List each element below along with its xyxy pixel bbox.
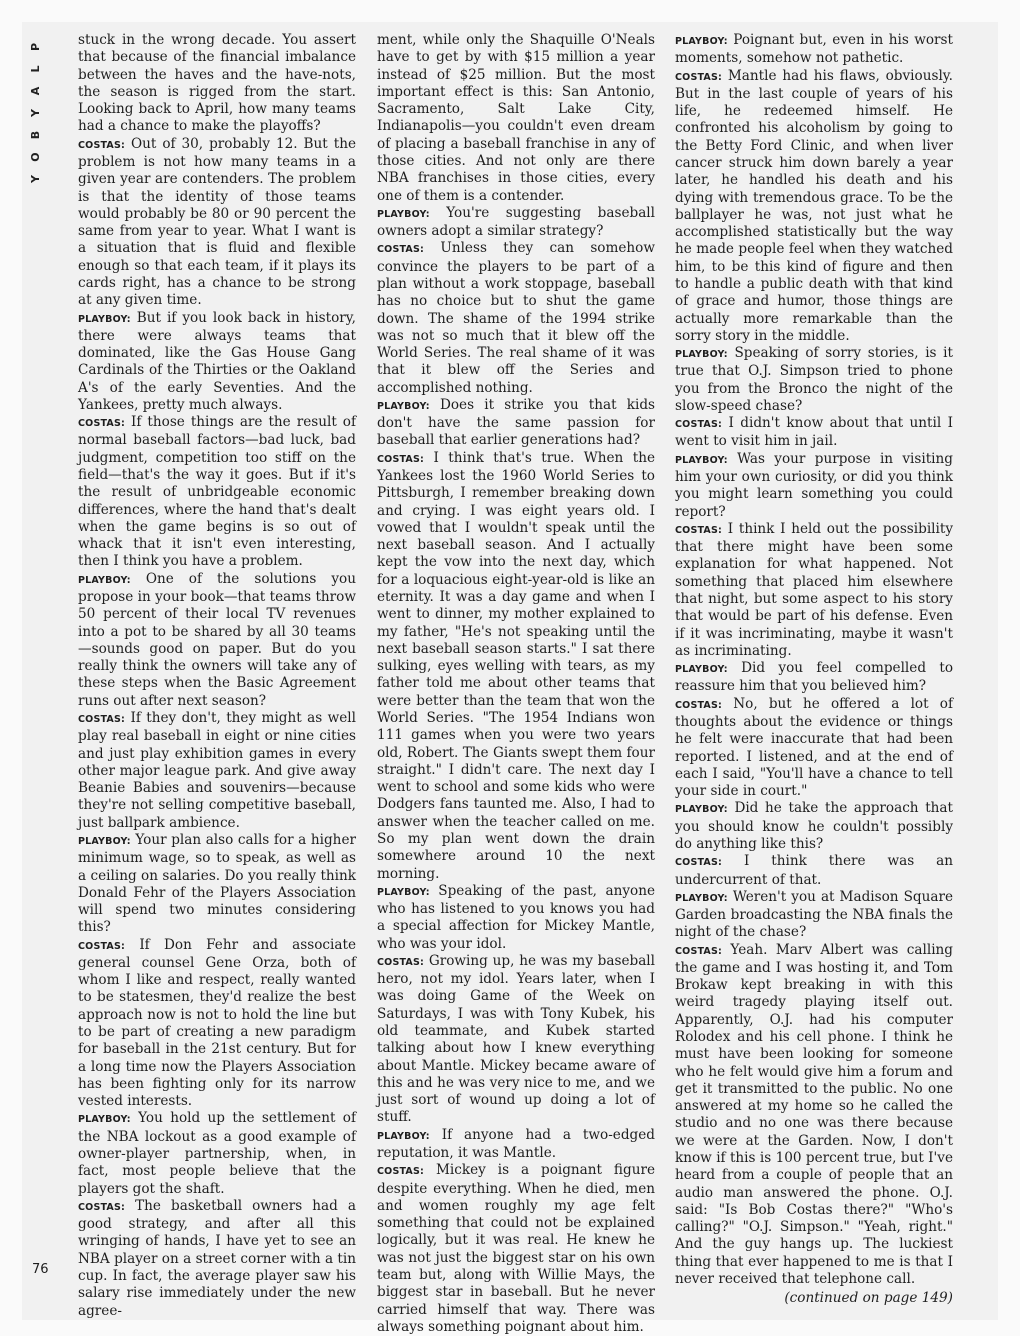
interview-paragraph	[78, 571, 356, 710]
speaker-label: COSTAS:	[78, 713, 126, 725]
paragraph-text: Growing up, he was my baseball hero, not my idol. Years later, when I was doing Game of the Week on Saturdays, I was with Tony Kubek, his old teammate, and Kubek started talking about how I knew everything about Mantle. Mickey became aware of this and he was very nice to me, and we just sort of wound up doing a lot of stuff.	[377, 952, 656, 1126]
text-column-3	[675, 32, 953, 1308]
paragraph-text: I didn't know about that until I went to visit him in jail.	[675, 415, 953, 450]
paragraph-text: If they don't, they might as well play real baseball in eight or nine cities and just play exhibition games in every other major league park. And give away Beanie Babies and souvenirs—because they're not selling competitive baseball, just ballpark ambience.	[78, 709, 356, 831]
sidebar-letter: Y	[29, 109, 42, 117]
sidebar-letter: B	[29, 130, 42, 140]
interview-paragraph	[675, 32, 953, 68]
paragraph-text: Does it strike you that kids don't have the same passion for baseball that earlier generations had?	[377, 396, 655, 449]
speaker-label: COSTAS:	[675, 419, 723, 431]
paragraph-text: Mantle had his flaws, obviously. But in the last couple of years of his life, he redeemed himself. He confronted his alcoholism by going to the Betty Ford Clinic, and when liver cancer struck him down barely a year later, he handled his death and his dying with tremendous grace. To be the ballplayer he was, not just what he accomplished statistically but the way he made people feel when they watched him, to be this kind of figure and then to handle a public death with that kind of grace and humor, those things are actually more remarkable than the sorry story in the middle.	[675, 67, 953, 344]
interview-paragraph	[377, 953, 655, 1127]
interview-paragraph	[78, 414, 356, 571]
interview-paragraph	[675, 942, 953, 1289]
speaker-label: PLAYBOY:	[675, 36, 728, 47]
sidebar-letter: A	[29, 86, 42, 96]
interview-paragraph	[377, 32, 655, 205]
interview-paragraph	[675, 696, 953, 801]
paragraph-text: The basketball owners had a good strategy, and after all this wringing of hands, I have yet to see an NBA player on a street corner with a tin cup. In fact, the average player saw his salary rise immediately under the new agree-	[78, 1197, 356, 1319]
speaker-label: COSTAS:	[377, 453, 425, 465]
paragraph-text: Weren't you at Madison Square Garden broadcasting the NBA finals the night of the chase?	[675, 888, 953, 941]
paragraph-text: No, but he offered a lot of thoughts about the evidence or things he felt were inaccurate that had been reported. I listened, and at the end of each I said, "You'll have a chance to tell your side in court."	[675, 695, 953, 800]
speaker-label: COSTAS:	[675, 857, 723, 869]
speaker-label: COSTAS:	[78, 940, 126, 952]
speaker-label: PLAYBOY:	[78, 1114, 131, 1126]
interview-paragraph	[675, 660, 953, 696]
interview-paragraph	[78, 937, 356, 1111]
paragraph-text: Did he take the approach that you should know he couldn't possibly do anything like this?	[675, 800, 953, 852]
speaker-label: PLAYBOY:	[78, 574, 131, 586]
continued-note: (continued on page 149)	[784, 1290, 953, 1307]
paragraph-text: I think that's true. When the Yankees lost the 1960 World Series to Pittsburgh, I remember breaking down and crying. I was eight years old. I vowed that I wouldn't speak until the next baseball season. And I actually kept the vow into the next day, which for a loquacious eight-year-old is like an eternity. It was a day game and when I went to dinner, my mother explained to my father, "He's not speaking until the next baseball season starts." I sat there sulking, eyes welling with tears, as my father told me about other teams that were better than the team that won the World Series. "The 1954 Indians won 111 games when you were two years old, Robert. The Giants swept them four straight." I didn't care. The next day I went to school and some kids who were Dodgers fans taunted me. Also, I had to answer when the teacher called on me. So my plan went down the drain somewhere around 10 the next morning.	[377, 449, 655, 882]
interview-paragraph	[675, 68, 953, 346]
interview-paragraph	[78, 832, 356, 937]
speaker-label: COSTAS:	[675, 524, 723, 536]
speaker-label: PLAYBOY:	[675, 664, 728, 676]
sidebar-letter: Y	[29, 175, 42, 183]
speaker-label: COSTAS:	[377, 956, 425, 968]
text-column-2	[377, 32, 655, 1336]
paragraph-text: ment, while only the Shaquille O'Neals have to get by with $15 million a year instead of $25 million. But the most important effect is this: San Antonio, Sacramento, Salt Lake City, Indianapolis—you couldn't even dream of placing a baseball franchise in any of those cities. And not only are there NBA franchises in those cities, every one of them is a contender.	[377, 32, 655, 204]
paragraph-text: If Don Fehr and associate general counsel Gene Orza, both of whom I like and respect, really wanted to be statesmen, they'd realize the best approach now is not to hold the line but to be part of creating a new paradigm for baseball in the 21st century. But for a long time now the Players Association has been fighting only for its narrow vested interests.	[78, 936, 356, 1110]
interview-paragraph	[78, 32, 356, 136]
speaker-label: COSTAS:	[675, 945, 723, 957]
speaker-label: PLAYBOY:	[675, 804, 728, 816]
paragraph-text: If those things are the result of normal baseball factors—bad luck, bad judgment, competition too stiff on the field—that's the way it goes. But if it's the result of unbridgeable economic differences, where the hand that's dealt when the game begins is so out of whack that it isn't even interesting, then I think you have a problem.	[78, 414, 356, 570]
speaker-label: PLAYBOY:	[377, 1130, 430, 1142]
paragraph-text: I think I held out the possibility that there might have been some explanation for what happened. Not something that placed him elsewhere that night, but some aspect to his story that would be part of his defense. Even if it was incriminating, maybe it wasn't as incriminating.	[675, 520, 953, 659]
text-column-1	[78, 32, 356, 1320]
interview-paragraph	[78, 710, 356, 832]
speaker-label: PLAYBOY:	[377, 886, 430, 898]
speaker-label: PLAYBOY:	[78, 835, 131, 847]
paragraph-text: You're suggesting baseball owners adopt a similar strategy?	[377, 204, 655, 240]
interview-paragraph	[377, 883, 655, 953]
magazine-sidebar-logo	[28, 36, 44, 190]
speaker-label: COSTAS:	[675, 699, 723, 711]
interview-paragraph	[78, 1198, 356, 1320]
speaker-label: COSTAS:	[377, 1166, 425, 1178]
sidebar-letter: O	[29, 152, 42, 162]
paragraph-text: One of the solutions you propose in your book—that teams throw 50 percent of their local TV revenues into a pot to be shared by all 30 teams—sounds good on paper. But do you really think the owners will take any of these steps when the Basic Agreement runs out after next season?	[78, 570, 356, 709]
paragraph-text: stuck in the wrong decade. You assert that because of the financial imbalance between the haves and the have-nots, the season is rigged from the start. Looking back to April, how many teams had a chance to make the playoffs?	[78, 32, 356, 135]
speaker-label: PLAYBOY:	[78, 313, 131, 325]
interview-paragraph	[377, 240, 655, 397]
speaker-label: COSTAS:	[78, 139, 126, 151]
interview-paragraph	[675, 889, 953, 942]
interview-paragraph	[675, 800, 953, 853]
paragraph-text: Mickey is a poignant figure despite everything. When he died, men and women roughly my age felt something that could not be explained logically, but it was real. He knew he was not just the biggest star on his own team but, along with Willie Mays, the biggest star in baseball. But he never carried himself that way. There was always something poignant about him.	[377, 1162, 655, 1335]
interview-paragraph	[675, 451, 953, 521]
paragraph-text: I think there was an undercurrent of that.	[675, 853, 953, 888]
interview-paragraph	[675, 415, 953, 451]
paragraph-text: Speaking of sorry stories, is it true that O.J. Simpson tried to phone you from the Bronco the night of the slow-speed chase?	[675, 345, 953, 414]
paragraph-text: But if you look back in history, there were always teams that dominated, like the Gas House Gang Cardinals of the Thirties or the Oakland A's of the early Seventies. And the Yankees, pretty much always.	[78, 309, 356, 413]
interview-paragraph	[675, 521, 953, 660]
speaker-label: COSTAS:	[78, 418, 126, 430]
interview-paragraph	[377, 1127, 655, 1163]
sidebar-letter: L	[29, 65, 42, 73]
speaker-label: PLAYBOY:	[675, 349, 728, 361]
paragraph-text: Unless they can somehow convince the players to be part of a plan without a work stoppage, baseball has no choice but to shut the game down. The shame of the 1994 strike was not so much that it blew off the World Series. The real shame of it was that it blew off the Series and accomplished nothing.	[377, 240, 656, 396]
speaker-label: COSTAS:	[675, 71, 723, 83]
paragraph-text: You hold up the settlement of the NBA lockout as a good example of owner-player partnership, when, in fact, most people believe that the players got the shaft.	[78, 1110, 356, 1197]
paragraph-text: Did you feel compelled to reassure him that you believed him?	[675, 660, 954, 695]
speaker-label: PLAYBOY:	[675, 892, 728, 904]
interview-paragraph	[78, 310, 356, 415]
interview-paragraph	[377, 397, 655, 450]
speaker-label: PLAYBOY:	[675, 454, 728, 466]
speaker-label: PLAYBOY:	[377, 400, 430, 412]
paragraph-text: Out of 30, probably 12. But the problem is not how many teams in a given year are contenders. The problem is that the identity of those teams would probably be 80 or 90 percent the same from year to year. What I want is a situation that is fluid and flexible enough so that each team, if it plays its cards right, has a chance to be strong at any given time.	[78, 135, 356, 309]
sidebar-letter: P	[29, 42, 42, 52]
paragraph-text: Was your purpose in visiting him your own curiosity, or did you think you might learn something you could report?	[675, 450, 953, 520]
speaker-label: COSTAS:	[377, 244, 425, 256]
speaker-label: COSTAS:	[78, 1201, 126, 1213]
speaker-label: PLAYBOY:	[377, 208, 430, 220]
paragraph-text: Your plan also calls for a higher minimum wage, so to speak, as well as a ceiling on salaries. Do you really think Donald Fehr of the Players Association will spend two minutes considering this?	[78, 831, 356, 936]
paragraph-text: Poignant but, even in his worst moments, somehow not pathetic.	[675, 32, 953, 67]
paragraph-text: Yeah. Marv Albert was calling the game and I was hosting it, and Tom Brokaw kept breaking in with this weird tragedy playing itself out. Apparently, O.J. had his computer Rolodex and his cell phone. I think he must have been looking for someone who he felt would give him a forum and get it transmitted to the public. No one answered at my home so he called the studio and no one was there because we were at the Garden. Now, I don't know if this is 100 percent true, but I've heard from a couple of people that an audio man answered the phone. O.J. said: "Is Bob Costas there?" "Who's calling?" "O.J. Simpson." "Yeah, right." And the guy hangs up. The luckiest thing that ever happened to me is that I never received that telephone call.	[675, 941, 953, 1287]
interview-paragraph	[377, 450, 655, 883]
page-number: 76	[32, 1262, 49, 1277]
interview-paragraph	[377, 1162, 655, 1336]
interview-paragraph	[675, 853, 953, 889]
paragraph-text: Speaking of the past, anyone who has listened to you knows you had a special affection for Mickey Mantle, who was your idol.	[377, 882, 656, 952]
interview-paragraph	[78, 1110, 356, 1197]
paragraph-text: If anyone had a two-edged reputation, it was Mantle.	[377, 1126, 655, 1161]
interview-paragraph	[675, 345, 953, 415]
interview-paragraph	[377, 205, 655, 241]
interview-paragraph	[78, 136, 356, 310]
